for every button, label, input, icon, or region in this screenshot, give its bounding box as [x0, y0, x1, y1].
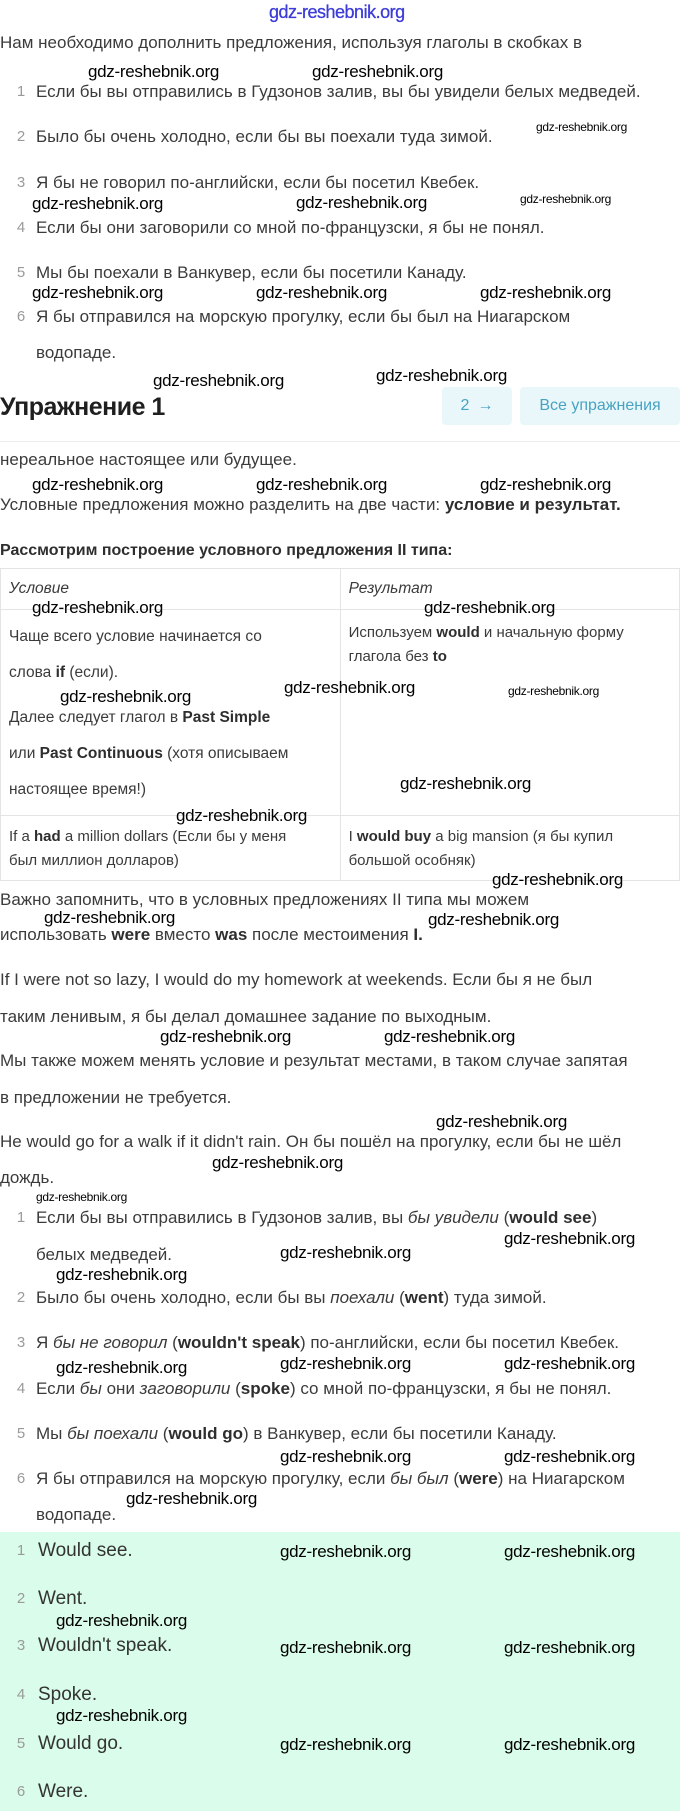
answer-text: Were. [38, 1781, 89, 1802]
arrow-right-icon: → [477, 397, 494, 414]
bold-text: to [432, 648, 447, 665]
bold-text: I. [413, 925, 423, 944]
task-item [36, 82, 641, 102]
item-number: 3 [16, 174, 26, 191]
watermark: gdz-reshebnik.org [376, 366, 507, 385]
bold-text: had [34, 828, 61, 845]
italic-text: поехали [330, 1288, 395, 1307]
explained-item [36, 1288, 547, 1308]
watermark: gdz-reshebnik.org [160, 1027, 291, 1046]
watermark: gdz-reshebnik.org [32, 475, 163, 494]
item-number: 2 [16, 1289, 26, 1306]
text: Важно запомнить, что в условных предложениях II типа мы можем [0, 890, 530, 909]
task-item [36, 263, 467, 283]
watermark: gdz-reshebnik.org [480, 283, 611, 302]
text-line [0, 33, 582, 53]
text: водопаде. [36, 1505, 117, 1524]
text-line [36, 1505, 625, 1525]
explained-item [36, 1424, 557, 1444]
item-number: 2 [16, 128, 26, 145]
bold-text: were [459, 1469, 498, 1488]
text: (хотя описываем [162, 745, 289, 762]
italic-text: бы был [390, 1469, 449, 1488]
text: большой особняк) [348, 852, 476, 869]
watermark: gdz-reshebnik.org [508, 684, 599, 698]
italic-text: бы увидели [407, 1208, 499, 1227]
exercise-title: Упражнение 1 [0, 393, 165, 421]
table-cell [1, 816, 341, 881]
watermark: gdz-reshebnik.org [88, 62, 219, 81]
next-exercise-button[interactable] [442, 387, 512, 425]
text: ( [448, 1469, 459, 1488]
watermark: gdz-reshebnik.org [212, 1153, 343, 1172]
item-number: 6 [16, 308, 26, 325]
watermark: gdz-reshebnik.org [280, 1447, 411, 1466]
watermark: gdz-reshebnik.org [280, 1542, 411, 1561]
theory-subheading [0, 541, 452, 561]
answer-number: 3 [16, 1637, 26, 1654]
bold-text: Рассмотрим построение условного предложения II типа: [0, 542, 453, 559]
item-number: 5 [16, 1425, 26, 1442]
text: Если бы они заговорили со мной по-французски, я бы не понял. [36, 218, 545, 237]
text: If I were not so lazy, I would do my homework at weekends. Если бы я не был [0, 970, 593, 989]
watermark: gdz-reshebnik.org [384, 1027, 515, 1046]
watermark: gdz-reshebnik.org [56, 1265, 187, 1284]
text-line [36, 1288, 547, 1308]
watermark: gdz-reshebnik.org [428, 910, 559, 929]
watermark: gdz-reshebnik.org [56, 1611, 187, 1630]
text: ( [394, 1288, 405, 1307]
text: He would go for a walk if it didn't rain. Он бы пошёл на прогулку, если бы не шёл [0, 1132, 622, 1151]
text: Я бы отправился на морскую прогулку, если [36, 1469, 391, 1488]
text-line [36, 1424, 557, 1444]
text: Нам необходимо дополнить предложения, используя глаголы в скобках в [0, 33, 582, 52]
watermark: gdz-reshebnik.org [480, 475, 611, 494]
italic-text: бы [79, 1379, 102, 1398]
next-exercise-label: 2 [460, 397, 470, 414]
text-line [9, 780, 332, 800]
watermark: gdz-reshebnik.org [436, 1112, 567, 1131]
text: был миллион долларов) [9, 852, 179, 869]
text-line [36, 1379, 611, 1399]
watermark: gdz-reshebnik.org [176, 806, 307, 825]
watermark: gdz-reshebnik.org [312, 62, 443, 81]
text: водопаде. [36, 343, 117, 362]
text-line [36, 1208, 597, 1228]
watermark: gdz-reshebnik.org [280, 1354, 411, 1373]
item-number: 5 [16, 264, 26, 281]
answer-number: 2 [16, 1590, 26, 1607]
text: ( [230, 1379, 241, 1398]
text: настоящее время!) [9, 781, 146, 798]
task-item [36, 307, 570, 363]
watermark: gdz-reshebnik.org [400, 774, 531, 793]
all-exercises-button[interactable]: Все упражнения [520, 387, 680, 425]
item-number: 4 [16, 219, 26, 236]
text: ( [498, 1208, 510, 1227]
item-number: 4 [16, 1380, 26, 1397]
text: (если). [65, 664, 119, 681]
watermark: gdz-reshebnik.org [520, 192, 611, 206]
watermark: gdz-reshebnik.org [424, 598, 555, 617]
watermark: gdz-reshebnik.org [256, 283, 387, 302]
watermark: gdz-reshebnik.org [536, 120, 627, 134]
bold-text: Past Continuous [39, 745, 163, 762]
table-header-result: Результат [340, 569, 679, 610]
watermark: gdz-reshebnik.org [32, 598, 163, 617]
bold-text: Past Simple [182, 709, 271, 726]
text-line [36, 127, 493, 147]
text: Если бы вы отправились в Гудзонов залив, вы [36, 1208, 408, 1227]
explained-item [36, 1379, 611, 1399]
text-line [9, 627, 332, 647]
text: Я бы отправился на морскую прогулку, если бы был на Ниагарском [36, 307, 571, 326]
answer-text: Went. [38, 1588, 88, 1609]
bold-text: wouldn't speak [177, 1333, 300, 1352]
text: слова [9, 664, 56, 681]
text: нереальное настоящее или будущее. [0, 450, 297, 469]
bold-text: would buy [356, 828, 432, 845]
text: Мы также можем менять условие и результат местами, в таком случае запятая [0, 1051, 628, 1070]
bold-text: would go [168, 1424, 244, 1443]
watermark: gdz-reshebnik.org [32, 194, 163, 213]
text: a million dollars (Если бы у меня [60, 828, 287, 845]
text: ) на Ниагарском [497, 1469, 625, 1488]
bold-text: went [404, 1288, 444, 1307]
text: после местоимения [247, 925, 414, 944]
text: Было бы очень холодно, если бы вы поехали туда зимой. [36, 127, 493, 146]
watermark: gdz-reshebnik.org [504, 1354, 635, 1373]
text-line [36, 1469, 625, 1489]
bold-text: would see [509, 1208, 592, 1227]
item-number: 3 [16, 1334, 26, 1351]
cell-text [9, 627, 332, 683]
task-item [36, 173, 479, 193]
text-line [36, 263, 467, 283]
watermark: gdz-reshebnik.org [504, 1447, 635, 1466]
bold-text: spoke [240, 1379, 290, 1398]
answer-text: Spoke. [38, 1684, 98, 1705]
bold-text: was [215, 925, 248, 944]
text-line [349, 623, 671, 643]
text: Мы [36, 1424, 68, 1443]
text: Мы бы поехали в Ванкувер, если бы посетили Канаду. [36, 263, 467, 282]
text: Я бы не говорил по-английски, если бы посетил Квебек. [36, 173, 480, 192]
text-line [0, 1132, 621, 1152]
bold-text: if [55, 664, 66, 681]
text: ) со мной по-французски, я бы не понял. [289, 1379, 612, 1398]
text: ) [591, 1208, 598, 1227]
text-line [0, 1007, 592, 1027]
watermark: gdz-reshebnik.org [504, 1735, 635, 1754]
text: ( [158, 1424, 169, 1443]
watermark: gdz-reshebnik.org [126, 1489, 257, 1508]
text-line [36, 218, 544, 238]
answers-panel [0, 1532, 680, 1811]
italic-text: заговорили [139, 1379, 231, 1398]
bold-text: were [111, 925, 151, 944]
table-header-condition: Условие [1, 569, 341, 610]
text: ) по-английски, если бы посетил Квебек. [299, 1333, 620, 1352]
text: в предложении не требуется. [0, 1088, 232, 1107]
text-line [36, 173, 479, 193]
text-line [9, 827, 332, 847]
text-line [349, 851, 671, 871]
text: использовать [0, 925, 112, 944]
text: они [101, 1379, 140, 1398]
watermark: gdz-reshebnik.org [504, 1638, 635, 1657]
watermark: gdz-reshebnik.org [504, 1229, 635, 1248]
text-line [349, 827, 671, 847]
italic-text: бы не говорил [53, 1333, 168, 1352]
answer-number: 6 [16, 1783, 26, 1800]
watermark: gdz-reshebnik.org [60, 687, 191, 706]
cell-text [9, 708, 332, 800]
theory-paragraph [0, 450, 297, 470]
answer-text: Wouldn't speak. [38, 1635, 173, 1656]
text: If a [9, 828, 35, 845]
text-line [0, 450, 297, 470]
text: глагола без [348, 648, 433, 665]
watermark: gdz-reshebnik.org [36, 1190, 127, 1204]
text: Чаще всего условие начинается со [9, 628, 262, 645]
text-line [0, 541, 452, 561]
table-cell [1, 610, 341, 816]
site-watermark-top: gdz-reshebnik.org [269, 2, 405, 22]
text: таким ленивым, я бы делал домашнее задание по выходным. [0, 1007, 492, 1026]
watermark: gdz-reshebnik.org [296, 193, 427, 212]
text: a big mansion (я бы купил [431, 828, 614, 845]
text: ) туда зимой. [443, 1288, 547, 1307]
bold-text: would [436, 624, 480, 641]
text-line [0, 1051, 628, 1071]
text-line [9, 851, 332, 871]
item-number: 1 [16, 1209, 26, 1226]
answer-text: Would go. [38, 1733, 124, 1754]
text-line [36, 343, 570, 363]
text-line [349, 647, 671, 667]
text-line [0, 495, 621, 515]
explained-item [36, 1469, 625, 1525]
text: Если бы вы отправились в Гудзонов залив, вы бы увидели белых медведей. [36, 82, 641, 101]
theory-example [0, 970, 592, 1027]
text: Далее следует глагол в [9, 709, 183, 726]
watermark: gdz-reshebnik.org [32, 283, 163, 302]
text-line [0, 1088, 628, 1108]
text: Если [36, 1379, 80, 1398]
theory-paragraph [0, 1051, 628, 1108]
text-line [9, 708, 332, 728]
text: или [9, 745, 40, 762]
answer-number: 5 [16, 1735, 26, 1752]
text-line [0, 970, 592, 990]
answer-number: 1 [16, 1542, 26, 1559]
text: ) в Ванкувер, если бы посетили Канаду. [243, 1424, 557, 1443]
answer-text: Would see. [38, 1540, 133, 1561]
watermark: gdz-reshebnik.org [492, 870, 623, 889]
text-line [36, 307, 570, 327]
intro-text [0, 33, 582, 53]
watermark: gdz-reshebnik.org [284, 678, 415, 697]
divider [0, 441, 680, 442]
text: ( [167, 1333, 178, 1352]
text: Условные предложения можно разделить на две части: [0, 495, 445, 514]
text-line [0, 890, 529, 910]
watermark: gdz-reshebnik.org [44, 908, 175, 927]
watermark: gdz-reshebnik.org [56, 1706, 187, 1725]
text: вместо [150, 925, 216, 944]
text: Было бы очень холодно, если бы вы [36, 1288, 331, 1307]
text-line [36, 1333, 619, 1353]
watermark: gdz-reshebnik.org [280, 1735, 411, 1754]
task-item [36, 218, 544, 238]
bold-text: условие и результат. [444, 495, 621, 514]
item-number: 6 [16, 1470, 26, 1487]
text: и начальную форму [479, 624, 624, 641]
watermark: gdz-reshebnik.org [280, 1638, 411, 1657]
text: белых медведей. [36, 1245, 172, 1264]
watermark: gdz-reshebnik.org [256, 475, 387, 494]
item-number: 1 [16, 83, 26, 100]
text: Используем [348, 624, 437, 641]
text: дождь. [0, 1168, 55, 1187]
text: Я [36, 1333, 53, 1352]
answer-number: 4 [16, 1686, 26, 1703]
watermark: gdz-reshebnik.org [153, 371, 284, 390]
task-item [36, 127, 493, 147]
watermark: gdz-reshebnik.org [280, 1243, 411, 1262]
italic-text: бы поехали [67, 1424, 159, 1443]
watermark: gdz-reshebnik.org [56, 1358, 187, 1377]
text: I [348, 828, 357, 845]
theory-paragraph [0, 495, 621, 515]
explained-item [36, 1333, 619, 1353]
text-line [36, 82, 641, 102]
watermark: gdz-reshebnik.org [504, 1542, 635, 1561]
text-line [9, 744, 332, 764]
